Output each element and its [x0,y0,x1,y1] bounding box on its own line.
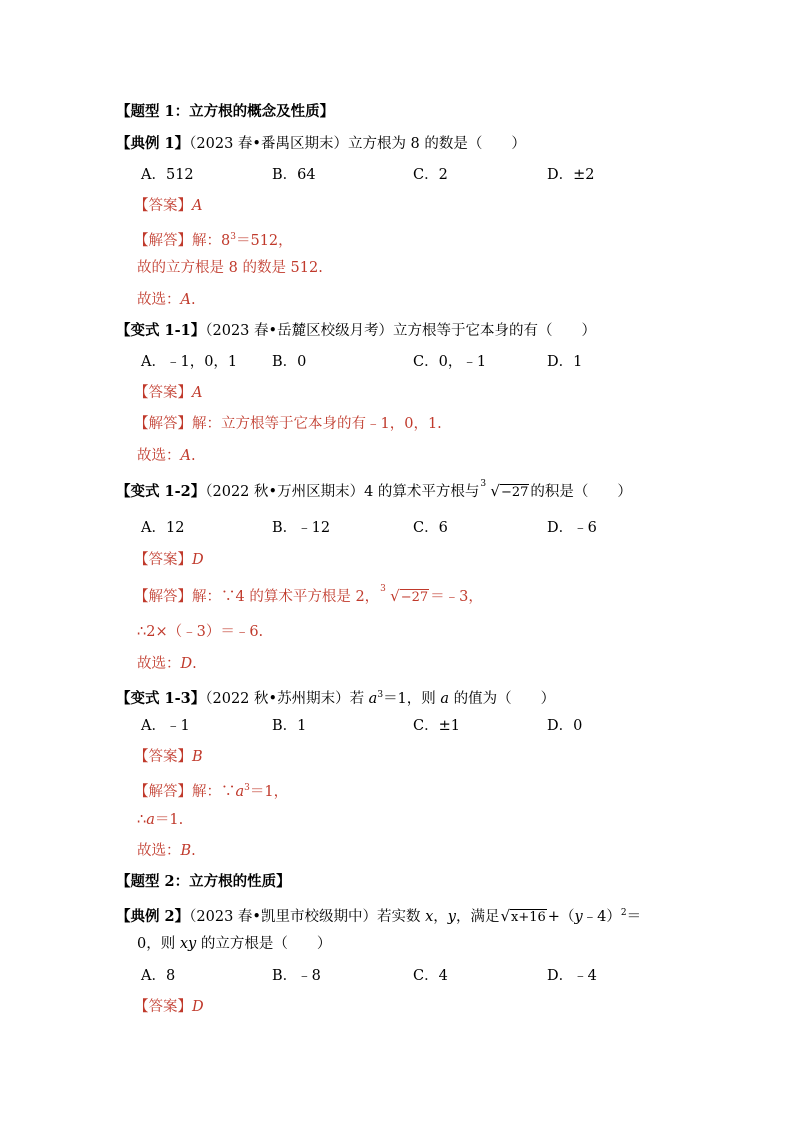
answer-label: 【答案】 [134,552,192,568]
choose-label: 故选： [137,448,181,464]
question-2 [116,321,596,341]
answer-value: D [192,999,204,1015]
option-c: C．6 [413,520,448,536]
choose-value: A [180,292,191,308]
exponent: 3 [230,232,236,242]
option-a: A．8 [141,968,176,984]
solution-text: ＝1. [154,812,184,828]
answer-line [134,383,202,403]
variable: a [235,784,245,800]
radicand: x+16 [511,910,546,925]
radicand: −27 [400,590,429,605]
radical-sign-icon: √ [390,587,400,605]
solution-line-2 [137,810,183,830]
question-text: 的积是（ ） [530,484,632,500]
answer-line [134,196,202,216]
choose-value: D [180,656,193,672]
answer-value: A [192,198,203,214]
option-b: B．﹣12 [272,520,331,536]
answer-line [134,747,203,767]
answer-line [134,550,204,570]
exponent: 2 [620,908,627,918]
choose-value: A [180,448,191,464]
answer-value: B [192,749,203,765]
choose-value: B [180,843,192,859]
option-d: D．±2 [547,167,595,183]
question-5 [116,903,641,928]
therefore-symbol: ∴ [137,812,147,828]
answer-label: 【答案】 [134,198,192,214]
question-text: 0，则 [137,936,180,952]
option-b: B．﹣8 [272,968,321,984]
solution-label: 【解答】 [134,589,192,605]
period: . [190,292,196,308]
question-text: （2022 秋•苏州期末）若 [205,691,369,707]
cube-root-expression [380,586,429,608]
solution-label: 【解答】 [134,784,192,800]
variable: y [447,909,456,925]
solution-text: ＝1， [249,784,289,800]
question-text: ，满足 [455,909,500,925]
question-tag: 【典例 1】 [116,135,190,152]
option-d: D．﹣6 [547,520,597,536]
solution-line-2: ∴2×（﹣3）＝﹣6. [137,624,264,640]
choose-label: 故选： [137,292,181,308]
option-b: B．0 [272,354,307,370]
question-text: （2023 春•凯里市校级期中）若实数 [189,909,426,925]
question-5-line-2 [137,934,331,954]
question-tag: 【变式 1-1】 [116,322,206,339]
root-index: 3 [480,479,487,489]
section-title-2: 【题型 2：立方根的性质】 [116,873,291,890]
option-b: B．1 [272,718,307,734]
question-3 [116,481,632,503]
solution-text: 解：8 [192,233,231,249]
radical-sign-icon: √ [500,907,511,925]
option-d: D．﹣4 [547,968,597,984]
square-root-expression [500,906,546,928]
question-tag: 【变式 1-3】 [116,690,206,707]
section-title-1: 【题型 1：立方根的概念及性质】 [116,103,335,120]
solution-line-2: 故的立方根是 8 的数是 512. [137,260,323,276]
radical-sign-icon: √ [490,482,500,500]
question-text: ＝1，则 [383,691,441,707]
option-c: C．±1 [413,718,460,734]
option-c: C．4 [413,968,448,984]
answer-label: 【答案】 [134,385,192,401]
option-b: B．64 [272,167,316,183]
question-text: 的立方根是（ ） [196,936,332,952]
choose-line [137,290,196,310]
answer-value: D [192,552,204,568]
variable: a [146,812,155,828]
answer-label: 【答案】 [134,749,192,765]
period: . [191,843,196,859]
punctuation: ， [433,909,448,925]
variable: x [425,909,434,925]
exponent: 3 [377,690,384,700]
solution-label: 【解答】 [134,233,192,249]
option-a: A．﹣1，0，1 [141,354,238,370]
option-a: A．512 [141,167,194,183]
answer-value: A [192,385,203,401]
solution-text: 解：∵4 的算术平方根是 2， [192,589,380,605]
choose-label: 故选： [137,843,181,859]
solution-text: 解：立方根等于它本身的有﹣1，0，1. [192,416,442,432]
solution-line [134,586,483,608]
solution-text: ＝512， [235,233,293,249]
choose-line [137,841,196,861]
option-d: D．1 [547,354,583,370]
solution-line [134,227,293,251]
question-tag: 【变式 1-2】 [116,483,206,500]
radicand: −27 [500,485,529,500]
exponent: 3 [244,783,250,793]
choose-label: 故选： [137,656,181,672]
choose-line [137,654,197,674]
question-text: 的值为（ ） [449,691,556,707]
option-a: A．﹣1 [141,718,190,734]
solution-line [134,414,442,434]
question-tag: 【典例 2】 [116,908,190,925]
variable: y [574,909,583,925]
root-index: 3 [380,584,386,594]
option-d: D．0 [547,718,583,734]
choose-line [137,446,196,466]
answer-label: 【答案】 [134,999,192,1015]
period: . [190,448,196,464]
question-text: ＝ [626,909,642,925]
solution-label: 【解答】 [134,416,192,432]
variable: xy [179,936,197,952]
question-text: +（ [547,909,575,925]
cube-root-expression [480,481,529,503]
question-text: （2022 秋•万州区期末）4 的算术平方根与 [205,484,480,500]
question-text: （2023 春•番禺区期末）立方根为 8 的数是（ ） [189,136,526,152]
variable: a [368,691,378,707]
question-1 [116,134,526,154]
question-text: ﹣4） [582,909,621,925]
question-4 [116,685,555,709]
option-c: C．0，﹣1 [413,354,487,370]
period: . [192,656,197,672]
solution-line [134,778,288,802]
solution-text: 解：∵ [192,784,236,800]
answer-line [134,997,204,1017]
option-a: A．12 [141,520,185,536]
solution-text: ＝﹣3， [430,589,483,605]
option-c: C．2 [413,167,448,183]
variable: a [440,691,450,707]
question-text: （2023 春•岳麓区校级月考）立方根等于它本身的有（ ） [205,323,597,339]
